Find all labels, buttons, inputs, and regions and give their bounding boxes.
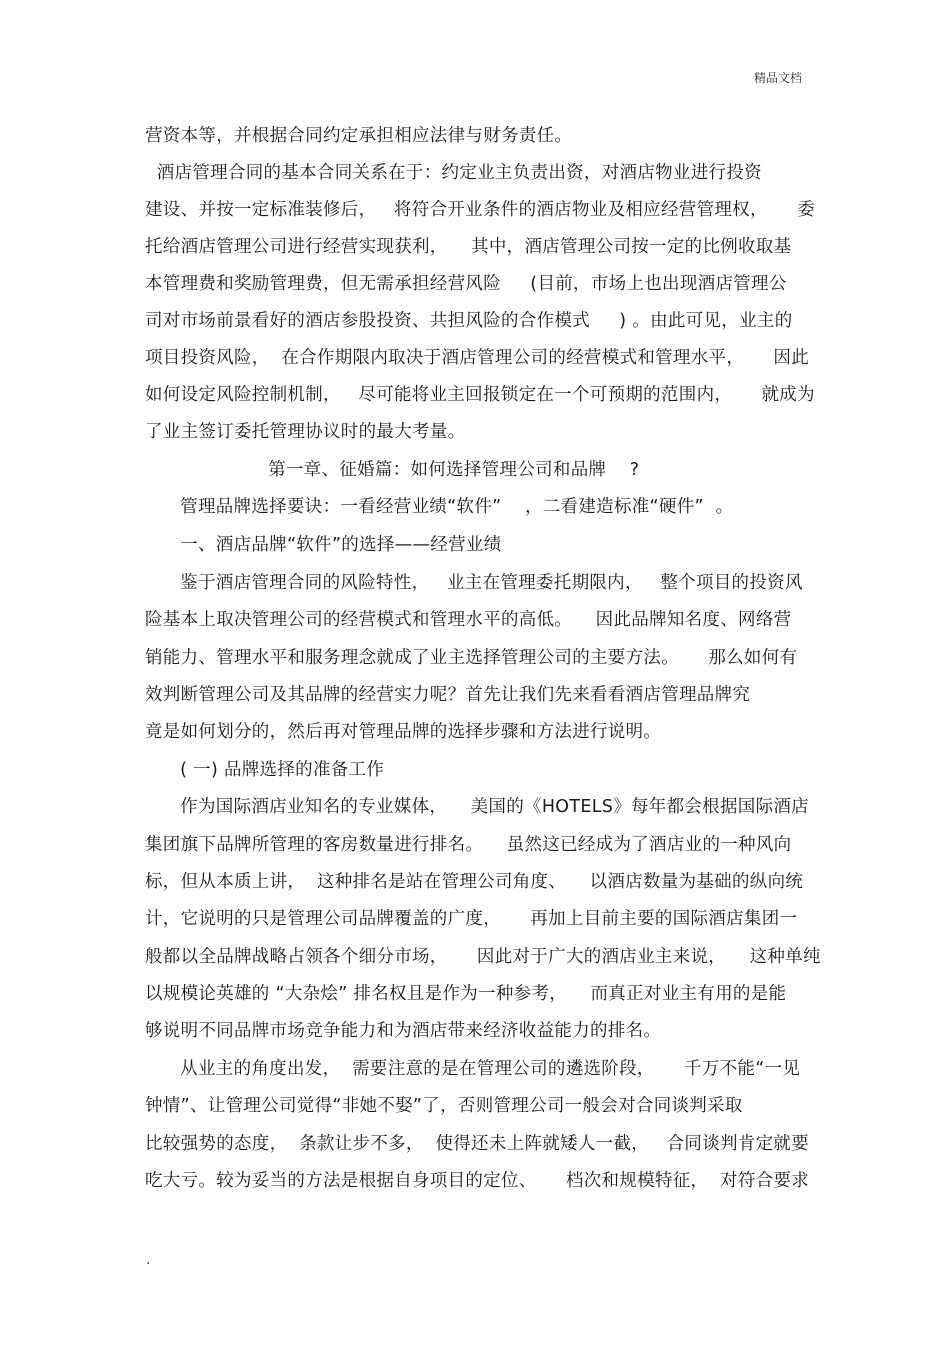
text-line: 比较强势的态度， 条款让步不多， 使得还未上阵就矮人一截， 合同谈判肯定就要 bbox=[145, 1134, 810, 1154]
text-line: 建设、并按一定标准装修后， 将符合开业条件的酒店物业及相应经营管理权， 委 bbox=[145, 200, 815, 220]
text-line: 营资本等，并根据合同约定承担相应法律与财务责任。 bbox=[145, 126, 573, 146]
text-line: 吃大亏。较为妥当的方法是根据自身项目的定位、 档次和规模特征， 对符合要求 bbox=[145, 1171, 810, 1191]
text-line: 钟情”、让管理公司觉得“非她不娶”了，否则管理公司一般会对合同谈判采取 bbox=[145, 1096, 743, 1116]
page-header: 精品文档 bbox=[753, 71, 802, 85]
text-line: 般都以全品牌战略占领各个细分市场， 因此对于广大的酒店业主来说， 这种单纯 bbox=[145, 947, 821, 967]
text-line: 险基本上取决管理公司的经营模式和管理水平的高低。 因此品牌知名度、网络营 bbox=[145, 610, 792, 630]
text-line: 鉴于酒店管理合同的风险特性， 业主在管理委托期限内， 整个项目的投资风 bbox=[145, 573, 803, 593]
text-line: 销能力、管理水平和服务理念就成了业主选择管理公司的主要方法。 那么如何有 bbox=[145, 648, 798, 668]
text-line: 计，它说明的只是管理公司品牌覆盖的广度， 再加上目前主要的国际酒店集团一 bbox=[145, 909, 798, 929]
text-line: 酒店管理合同的基本合同关系在于：约定业主负责出资，对酒店物业进行投资 bbox=[145, 163, 762, 183]
text-line: 够说明不同品牌市场竞争能力和为酒店带来经济收益能力的排名。 bbox=[145, 1021, 662, 1041]
section-heading: 一、酒店品牌“软件”的选择——经营业绩 bbox=[145, 535, 502, 555]
text-line: 集团旗下品牌所管理的客房数量进行排名。 虽然这已经成为了酒店业的一种风向 bbox=[145, 835, 792, 855]
text-line: 从业主的角度出发， 需要注意的是在管理公司的遴选阶段， 千万不能“一见 bbox=[145, 1059, 801, 1079]
text-line: 如何设定风险控制机制， 尽可能将业主回报锁定在一个可预期的范围内， 就成为 bbox=[145, 385, 815, 405]
text-line: 项目投资风险， 在合作期限内取决于酒店管理公司的经营模式和管理水平， 因此 bbox=[145, 348, 810, 368]
text-line: 以规模论英雄的 “大杂烩” 排名权且是作为一种参考， 而真正对业主有用的是能 bbox=[145, 984, 787, 1004]
text-line: 司对市场前景看好的酒店参股投资、共担风险的合作模式 ) 。由此可见，业主的 bbox=[145, 311, 793, 331]
page-footer-mark: . bbox=[146, 1252, 151, 1268]
text-line: 本管理费和奖励管理费，但无需承担经营风险 (目前，市场上也出现酒店管理公 bbox=[145, 274, 787, 294]
text-line: 竟是如何划分的，然后再对管理品牌的选择步骤和方法进行说明。 bbox=[145, 722, 662, 742]
text-line: 托给酒店管理公司进行经营实现获利， 其中，酒店管理公司按一定的比例收取基 bbox=[145, 237, 792, 257]
text-line: 标，但从本质上讲， 这种排名是站在管理公司角度、 以酒店数量为基础的纵向统 bbox=[145, 872, 804, 892]
subsection-heading: ( 一) 品牌选择的准备工作 bbox=[145, 760, 385, 780]
text-line: 了业主签订委托管理协议时的最大考量。 bbox=[145, 422, 466, 442]
text-line: 管理品牌选择要诀：一看经营业绩“软件” ，二看建造标准“硬件” 。 bbox=[145, 497, 734, 517]
chapter-heading: 第一章、征婚篇：如何选择管理公司和品牌 ? bbox=[145, 460, 640, 480]
text-line: 作为国际酒店业知名的专业媒体， 美国的《HOTELS》每年都会根据国际酒店 bbox=[145, 797, 809, 817]
text-line: 效判断管理公司及其品牌的经营实力呢？首先让我们先来看看酒店管理品牌究 bbox=[145, 685, 751, 705]
